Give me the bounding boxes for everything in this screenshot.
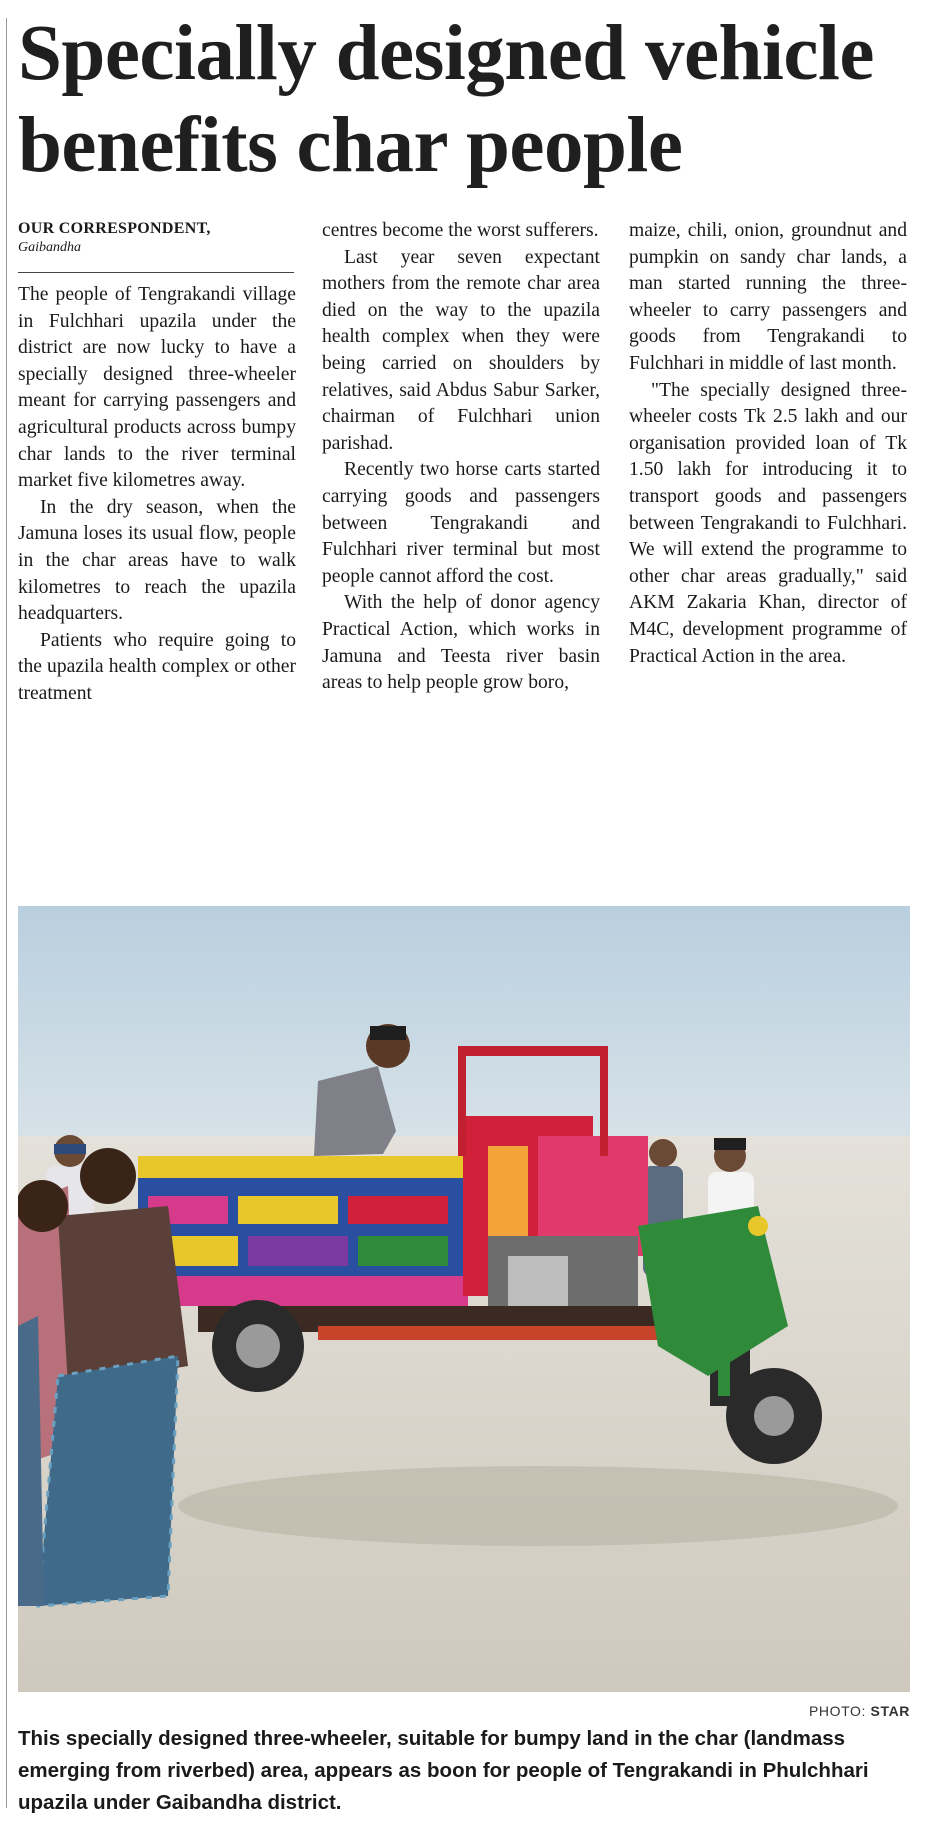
article-column-1 xyxy=(18,282,296,708)
photo-caption: This specially designed three-wheeler, suitable for bumpy land in the char (landmass emerging from riverbed) area, appears as boon for people of Tengrakandi in Phulchhari upazila under Gaibandha district. xyxy=(18,1727,869,1814)
vehicle-front-wheel xyxy=(726,1368,822,1464)
headline: Specially designed vehicle benefits char people xyxy=(18,10,874,189)
paragraph: Patients who require going to the upazila health complex or other treatment xyxy=(18,629,296,704)
photo-credit-label: PHOTO: xyxy=(808,1703,867,1719)
column-rule xyxy=(6,18,7,1808)
paragraph: The people of Tengrakandi village in Fulchhari upazila under the district are now lucky to have a specially designed three-wheeler meant for carrying passengers and agricultural products across bumpy char lands to the river terminal market five kilometres away. xyxy=(18,284,296,492)
paragraph: "The specially designed three-wheeler costs Tk 2.5 lakh and our organisation provided loan of Tk 1.50 lakh for introducing it to transport goods and passengers between Tengrakandi to Fulchhari. We will extend the programme to other char areas gradually," said AKM Zakaria Khan, director of M4C, development programme of Practical Action in the area. xyxy=(629,379,907,667)
paragraph: Recently two horse carts started carrying goods and passengers between Tengrakandi and Fulchhari river terminal but most people cannot afford the cost. xyxy=(322,459,600,587)
article-column-2 xyxy=(322,218,600,697)
article-column-3 xyxy=(629,218,907,670)
byline-author: OUR CORRESPONDENT, xyxy=(18,220,211,237)
byline-location: Gaibandha xyxy=(18,240,81,255)
byline xyxy=(18,220,293,256)
news-photo xyxy=(18,906,910,1692)
paragraph: With the help of donor agency Practical Action, which works in Jamuna and Teesta river basin areas to help people grow boro, xyxy=(322,592,600,694)
paragraph: In the dry season, when the Jamuna loses its usual flow, people in the char areas have to walk kilometres to reach the upazila headquarters. xyxy=(18,496,296,625)
photo-credit xyxy=(809,1703,910,1719)
paragraph: maize, chili, onion, groundnut and pumpkin on sandy char lands, a man started running the three-wheeler to carry passengers and goods from Tengrakandi to Fulchhari in middle of last month. xyxy=(629,220,907,374)
paragraph: Last year seven expectant mothers from the remote char area died on the way to the upazila health complex when they were being carried on shoulders by relatives, said Abdus Sabur Sarker, chairman of Fulchhari union parishad. xyxy=(322,246,600,454)
vehicle-rear-wheel xyxy=(212,1300,304,1392)
photo-credit-source: STAR xyxy=(870,1703,910,1719)
byline-divider xyxy=(18,272,294,273)
paragraph: centres become the worst sufferers. xyxy=(322,220,599,241)
